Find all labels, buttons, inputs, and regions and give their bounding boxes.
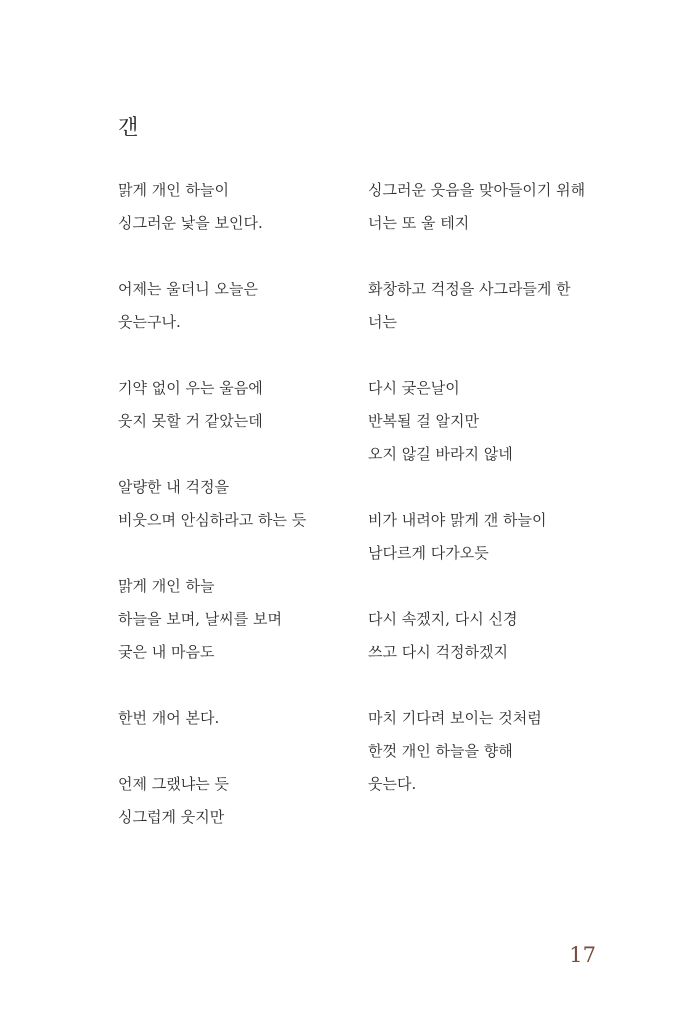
poem-line: 궂은 내 마음도 (118, 643, 215, 661)
poem-line: 다시 궂은날이 (368, 379, 460, 397)
stanza-gap (118, 240, 358, 273)
poem-stanza (118, 768, 358, 834)
poem-column-right (368, 174, 608, 801)
poem-line: 싱그러운 웃음을 맞아들이기 위해 (368, 181, 586, 199)
poem-stanza (368, 603, 608, 669)
page-number: 17 (569, 943, 596, 967)
stanza-gap (118, 438, 358, 471)
poem-line: 어제는 울더니 오늘은 (118, 280, 258, 298)
stanza-gap (368, 471, 608, 504)
stanza-gap (368, 339, 608, 372)
poem-line: 비가 내려야 맑게 갠 하늘이 (368, 511, 547, 529)
poem-stanza (118, 702, 358, 735)
poem-stanza (118, 471, 358, 537)
poem-stanza (368, 504, 608, 570)
poem-line: 반복될 걸 알지만 (368, 412, 479, 430)
stanza-gap (118, 735, 358, 768)
poem-line: 언제 그랬냐는 듯 (118, 775, 229, 793)
stanza-gap (118, 669, 358, 702)
poem-stanza (118, 570, 358, 669)
poem-stanza (118, 174, 358, 240)
poem-line: 오지 않길 바라지 않네 (368, 445, 513, 463)
poem-stanza (118, 273, 358, 339)
poem-line: 너는 (368, 313, 397, 331)
poem-stanza (368, 702, 608, 801)
poem-line: 기약 없이 우는 울음에 (118, 379, 263, 397)
poem-line: 싱그럽게 웃지만 (118, 808, 225, 826)
poem-line: 웃지 못할 거 같았는데 (118, 412, 263, 430)
poem-line: 알량한 내 걱정을 (118, 478, 229, 496)
poem-stanza (368, 174, 608, 240)
stanza-gap (368, 570, 608, 603)
stanza-gap (368, 669, 608, 702)
poem-line: 싱그러운 낯을 보인다. (118, 214, 263, 232)
poem-line: 하늘을 보며, 날씨를 보며 (118, 610, 282, 628)
stanza-gap (368, 240, 608, 273)
poem-line: 남다르게 다가오듯 (368, 544, 489, 562)
poem-line: 맑게 개인 하늘이 (118, 181, 229, 199)
poem-line: 너는 또 울 테지 (368, 214, 470, 232)
poem-line: 화창하고 걱정을 사그라들게 한 (368, 280, 571, 298)
poem-stanza (368, 372, 608, 471)
poem-stanza (118, 372, 358, 438)
poem-line: 쓰고 다시 걱정하겠지 (368, 643, 508, 661)
poem-line: 마치 기다려 보이는 것처럼 (368, 709, 542, 727)
stanza-gap (118, 537, 358, 570)
poem-stanza (368, 273, 608, 339)
poem-line: 웃는구나. (118, 313, 181, 331)
poem-line: 맑게 개인 하늘 (118, 577, 215, 595)
poem-line: 한번 개어 본다. (118, 709, 220, 727)
poem-column-left (118, 174, 358, 834)
poem-line: 비웃으며 안심하라고 하는 듯 (118, 511, 307, 529)
poem-title: 갠 (118, 115, 140, 139)
stanza-gap (118, 339, 358, 372)
poem-line: 다시 속겠지, 다시 신경 (368, 610, 518, 628)
poem-line: 한껏 개인 하늘을 향해 (368, 742, 513, 760)
poem-line: 웃는다. (368, 775, 417, 793)
